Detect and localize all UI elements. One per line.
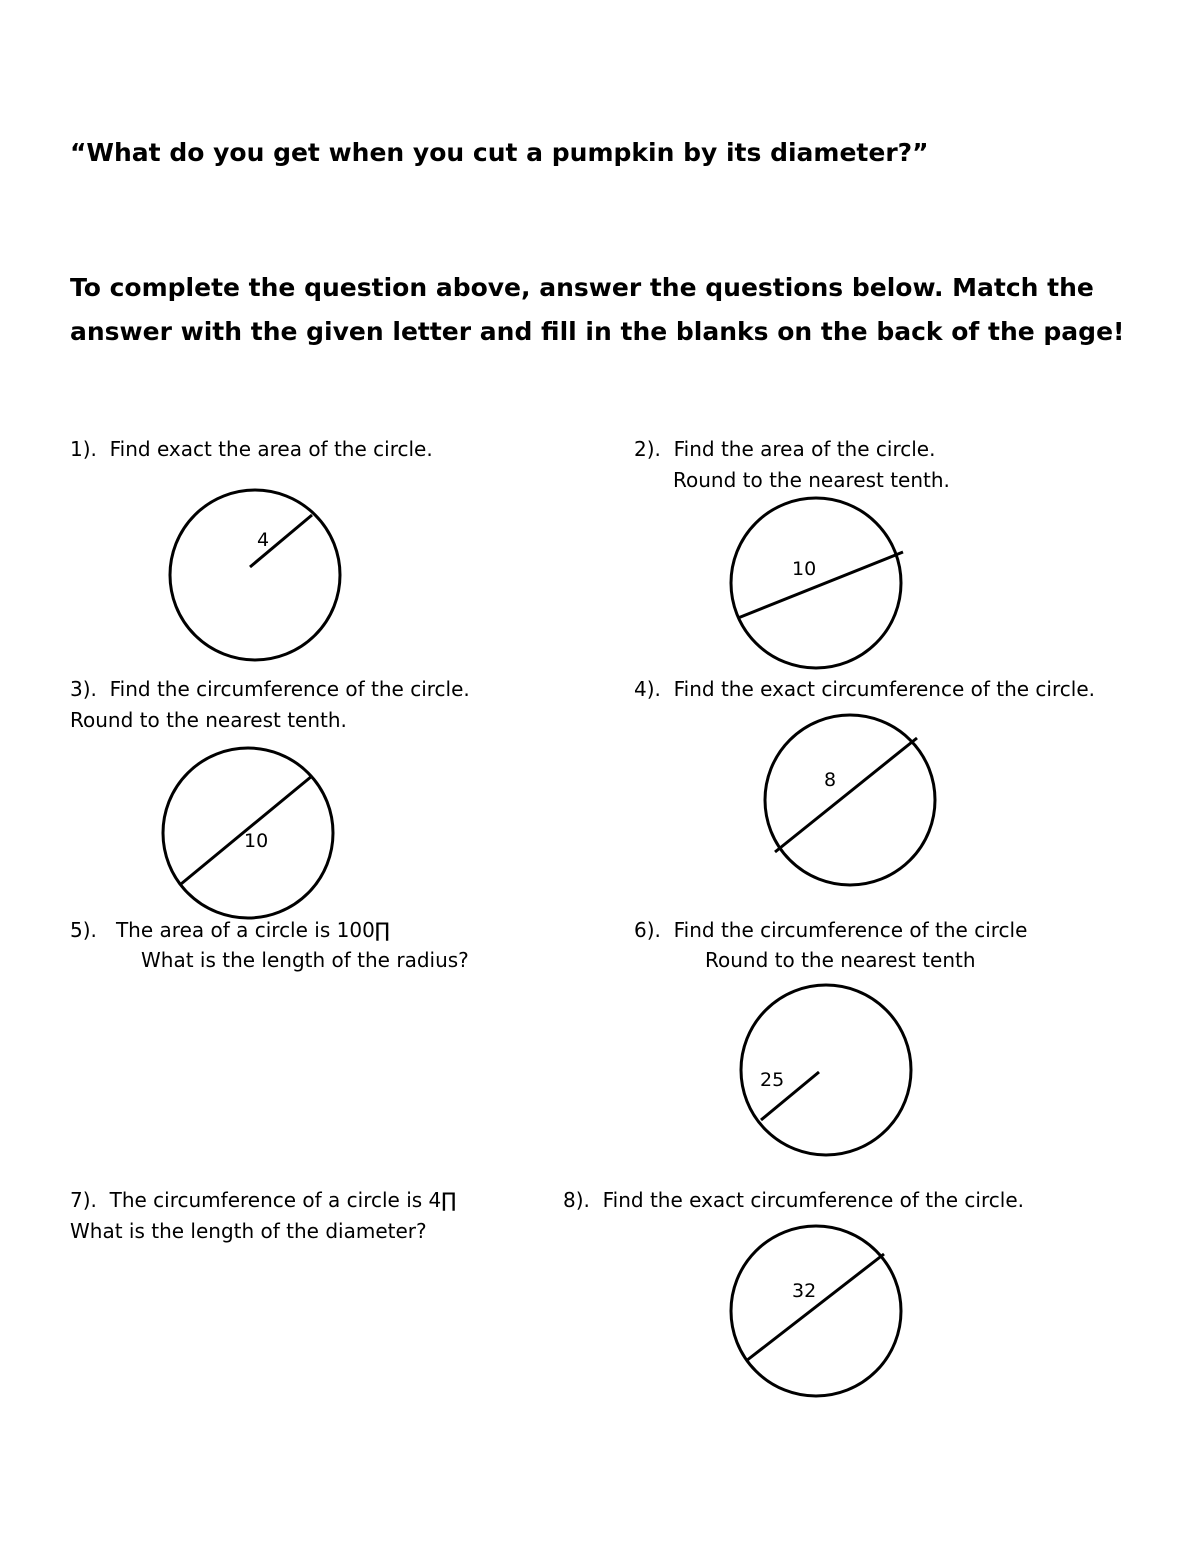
question-3-figure-label: 10 (244, 830, 269, 852)
instructions: To complete the question above, answer the questions below. Match the answer with the given letter and fill in the blanks on the back of the page! (70, 273, 1125, 346)
question-2-subtext: Round to the nearest tenth. (673, 468, 950, 492)
question-8-diameter-line (746, 1254, 884, 1361)
question-4-text: Find the exact circumference of the circle. (673, 677, 1095, 701)
question-8-figure-label: 32 (792, 1280, 817, 1302)
question-3-text: Find the circumference of the circle. (109, 677, 470, 701)
question-6-text: Find the circumference of the circle (673, 918, 1028, 942)
question-8-circle-outline (731, 1226, 901, 1396)
question-2-text: Find the area of the circle. (673, 437, 936, 461)
question-3-subtext: Round to the nearest tenth. (70, 708, 347, 732)
question-8-text: Find the exact circumference of the circle. (602, 1188, 1024, 1212)
question-1-number: 1). (70, 437, 97, 461)
question-5-text: The area of a circle is 100∏ (115, 918, 390, 942)
question-6-figure-label: 25 (760, 1069, 785, 1091)
question-1-text: Find exact the area of the circle. (109, 437, 433, 461)
question-2-figure-label: 10 (792, 558, 817, 580)
question-7-number: 7). (70, 1188, 97, 1212)
question-7-subtext: What is the length of the diameter? (70, 1219, 427, 1243)
question-6-subtext: Round to the nearest tenth (705, 948, 976, 972)
question-3-number: 3). (70, 677, 97, 701)
question-6-number: 6). (634, 918, 661, 942)
question-2-number: 2). (634, 437, 661, 461)
question-7-text: The circumference of a circle is 4∏ (109, 1188, 457, 1212)
question-8-number: 8). (563, 1188, 590, 1212)
question-5-number: 5). (70, 918, 97, 942)
riddle-question: “What do you get when you cut a pumpkin by its diameter?” (70, 138, 929, 167)
question-4-figure-label: 8 (824, 769, 837, 791)
question-5-subtext: What is the length of the radius? (141, 948, 469, 972)
question-1-figure-label: 4 (257, 529, 270, 551)
question-4-number: 4). (634, 677, 661, 701)
